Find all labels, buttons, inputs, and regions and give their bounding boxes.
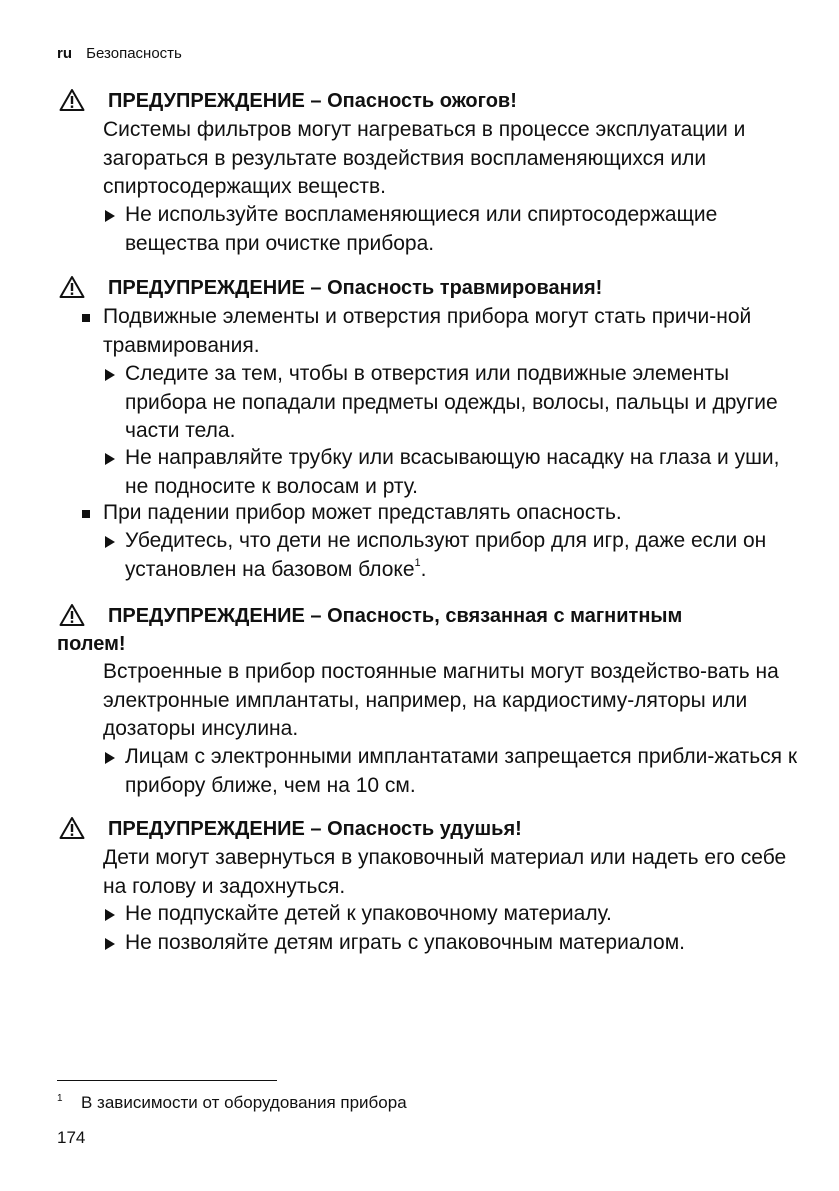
arrow-right-icon	[105, 752, 115, 764]
instruction-text: Не позволяйте детям играть с упаковочным материалом.	[125, 931, 685, 954]
page-number: 174	[57, 1128, 86, 1147]
instruction-text: Следите за тем, чтобы в отверстия или подвижные элементы прибора не попадали предметы одежды, волосы, пальцы и другие части тела.	[125, 362, 778, 442]
instruction-step	[103, 360, 803, 446]
bullet-item	[103, 499, 803, 528]
warning-triangle-icon	[59, 816, 85, 840]
arrow-right-icon	[105, 536, 115, 548]
square-bullet-icon	[82, 314, 90, 322]
arrow-right-icon	[105, 938, 115, 950]
instruction-text: Убедитесь, что дети не используют прибор для игр, даже если он установлен на базовом блоке	[125, 529, 767, 581]
arrow-right-icon	[105, 453, 115, 465]
warning-triangle-icon	[59, 275, 85, 299]
instruction-text: Не направляйте трубку или всасывающую насадку на глаза и уши, не подносите к волосам и рту.	[125, 446, 780, 498]
footnote-divider	[57, 1080, 277, 1081]
instruction-step	[103, 929, 803, 958]
instruction-text: Не подпускайте детей к упаковочному материалу.	[125, 902, 612, 925]
instruction-step	[103, 900, 803, 929]
instruction-step	[103, 527, 803, 584]
warning-text-burns: Системы фильтров могут нагреваться в процессе эксплуатации и загораться в результате воздействия воспламеняющихся или спиртосодержащих веществ.	[103, 118, 746, 198]
bullet-text: Подвижные элементы и отверстия прибора могут стать причи-ной травмирования.	[103, 305, 752, 357]
footnote-reference: 1	[414, 556, 421, 569]
square-bullet-icon	[82, 510, 90, 518]
arrow-right-icon	[105, 909, 115, 921]
instruction-step	[103, 201, 803, 258]
warning-title-magnetic-cont: полем!	[57, 633, 126, 655]
arrow-right-icon	[105, 210, 115, 222]
bullet-text: При падении прибор может представлять опасность.	[103, 501, 622, 524]
warning-title-suffocation: ПРЕДУПРЕЖДЕНИЕ – Опасность удушья!	[108, 818, 522, 840]
warning-title-magnetic: ПРЕДУПРЕЖДЕНИЕ – Опасность, связанная с магнитным	[108, 605, 683, 627]
footnote-text: В зависимости от оборудования прибора	[81, 1093, 407, 1112]
warning-text-suffocation: Дети могут завернуться в упаковочный материал или надеть его себе на голову и задохнуться.	[103, 846, 787, 898]
warning-title-burns: ПРЕДУПРЕЖДЕНИЕ – Опасность ожогов!	[108, 90, 517, 112]
warning-triangle-icon	[59, 603, 85, 627]
warning-triangle-icon	[59, 88, 85, 112]
instruction-text: Лицам с электронными имплантатами запрещается прибли-жаться к прибору ближе, чем на 10 см.	[125, 745, 798, 797]
bullet-item	[103, 303, 803, 360]
instruction-text-end: .	[420, 557, 427, 581]
arrow-right-icon	[105, 369, 115, 381]
instruction-step	[103, 444, 803, 501]
page-header	[57, 45, 182, 62]
section-title: Безопасность	[86, 45, 182, 62]
instruction-text: Не используйте воспламеняющиеся или спиртосодержащие вещества при очистке прибора.	[125, 203, 718, 255]
instruction-step	[103, 743, 803, 800]
warning-text-magnetic: Встроенные в прибор постоянные магниты могут воздейство-вать на электронные имплантаты, например, на кардиостиму-ляторы или дозаторы инсулина.	[103, 660, 779, 740]
language-code: ru	[57, 45, 72, 62]
warning-title-injury: ПРЕДУПРЕЖДЕНИЕ – Опасность травмирования!	[108, 277, 603, 299]
footnote-mark: 1	[57, 1093, 63, 1104]
